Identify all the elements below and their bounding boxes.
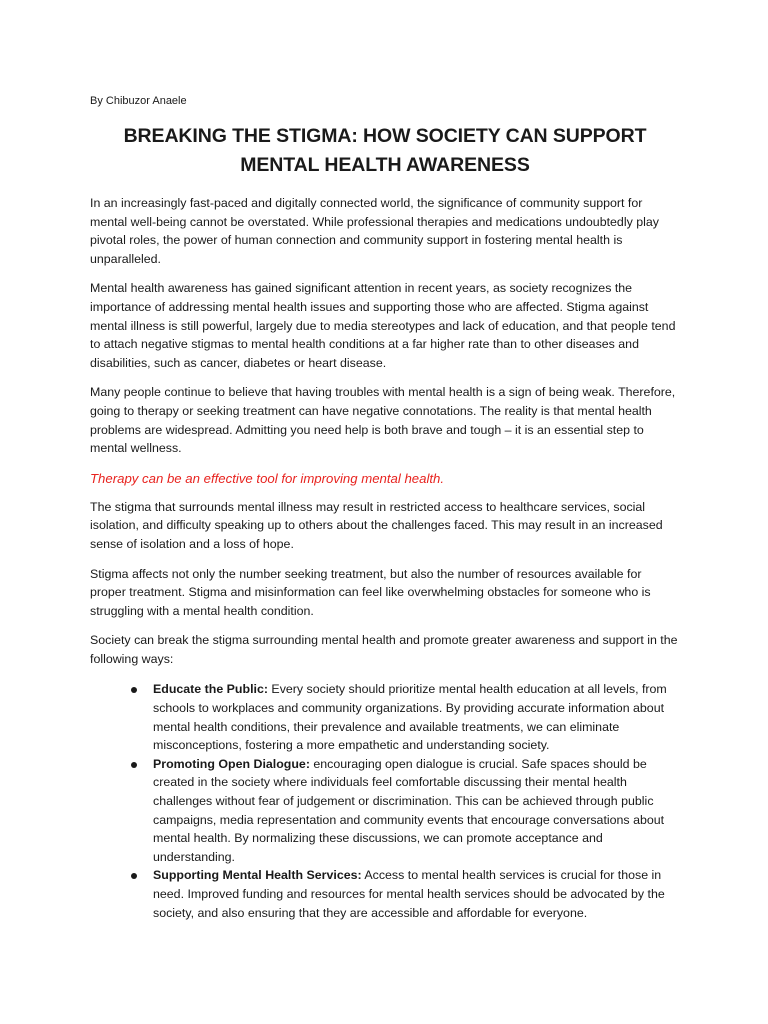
- bullet-text: encouraging open dialogue is crucial. Safe spaces should be created in the society where individuals feel comfortable discussing their mental health challenges without fear of judgement or discrimination. This can be achieved through public campaigns, media representation and community events that encourage conversations about mental health. By normalizing these discussions, we can promote acceptance and understanding.: [153, 756, 665, 864]
- list-item-educate: [90, 680, 680, 754]
- bullet-icon: [131, 762, 137, 768]
- bullet-heading: Educate the Public:: [153, 682, 268, 697]
- list-item-services: [90, 866, 680, 922]
- isolation-paragraph: The stigma that surrounds mental illness may result in restricted access to healthcare services, social isolation, and difficulty speaking up to others about the challenges faced. This may result in an increased sense of isolation and a loss of hope.: [90, 499, 663, 551]
- support-ways-list: [90, 680, 680, 922]
- bullet-text: Every society should prioritize mental health education at all levels, from schools to workplaces and community organizations. By providing accurate information about mental health conditions, their prevalence and available treatments, we can eliminate misconceptions, fostering a more empathetic and understanding society.: [153, 682, 667, 753]
- awareness-paragraph: Mental health awareness has gained significant attention in recent years, as society recognizes the importance of addressing mental health issues and supporting those who are affected. Stigma against mental illness is still powerful, largely due to media stereotypes and lack of education, and that people tend to attach negative stigmas to mental health conditions at a far higher rate than to other diseases and disabilities, such as cancer, diabetes or heart disease.: [90, 281, 676, 370]
- bullet-text: Access to mental health services is crucial for those in need. Improved funding and resources for mental health services should be advocated by the society, and also ensuring that they are accessible and affordable for everyone.: [153, 868, 665, 920]
- highlighted-subheading: Therapy can be an effective tool for improving mental health.: [90, 470, 445, 486]
- weakness-paragraph: Many people continue to believe that having troubles with mental health is a sign of being weak. Therefore, going to therapy or seeking treatment can have negative connotations. The reality is that mental health problems are widespread. Admitting you need help is both brave and tough – it is an essential step to mental wellness.: [90, 385, 676, 456]
- ways-intro-paragraph: Society can break the stigma surrounding mental health and promote greater awareness and support in the following ways:: [90, 633, 678, 666]
- document-page: [90, 92, 680, 922]
- author-byline: By Chibuzor Anaele: [90, 95, 187, 107]
- resources-paragraph: Stigma affects not only the number seeking treatment, but also the number of resources available for proper treatment. Stigma and misinformation can feel like overwhelming obstacles for someone who is struggling with a mental health condition.: [90, 566, 651, 618]
- bullet-heading: Supporting Mental Health Services:: [153, 868, 362, 883]
- list-item-dialogue: [90, 755, 680, 867]
- intro-paragraph: In an increasingly fast-paced and digitally connected world, the significance of community support for mental well-being cannot be overstated. While professional therapies and medications undoubtedly play pivotal roles, the power of human connection and community support in fostering mental health is unparalleled.: [90, 196, 659, 266]
- bullet-heading: Promoting Open Dialogue:: [153, 756, 310, 771]
- bullet-icon: [131, 873, 137, 879]
- bullet-icon: [131, 687, 137, 693]
- article-title: BREAKING THE STIGMA: HOW SOCIETY CAN SUPPORT MENTAL HEALTH AWARENESS: [123, 125, 647, 176]
